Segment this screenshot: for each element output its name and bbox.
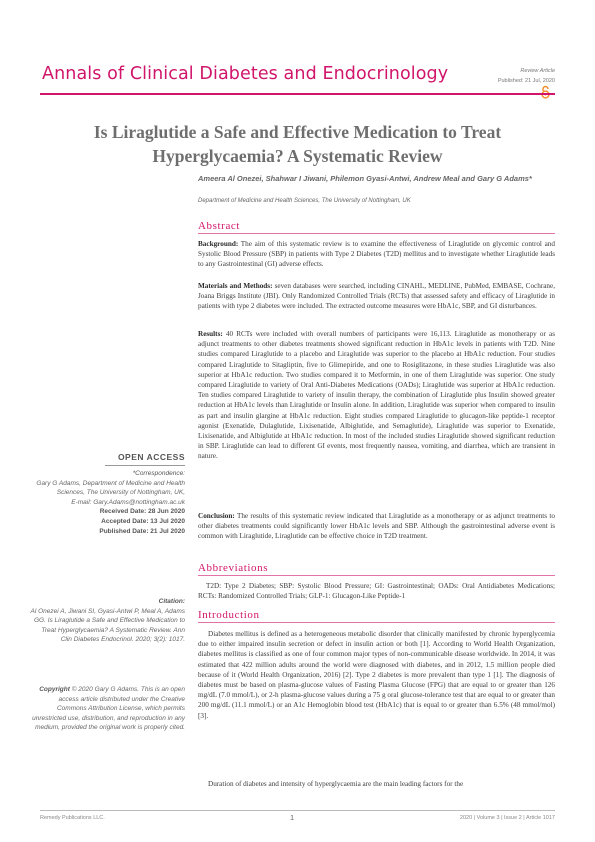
header-rule (40, 93, 555, 95)
article-title: Is Liraglutide a Safe and Effective Medication to Treat Hyperglycaemia? A Systematic Review (93, 122, 502, 166)
citation-text: Al Onezei A, Jiwani SI, Gyasi-Antwi P, Meal A, Adams GG. Is Liraglutide a Safe and Effective Medication to Treat Hyperglycaemia? A Systematic Review. Ann Clin Diabetes Endocrinol. 2020; 3(2): 1017. (30, 607, 185, 644)
journal-title: Annals of Clinical Diabetes and Endocrinology (42, 64, 449, 84)
footer-rule (40, 810, 555, 811)
footer-info: 2020 | Volume 3 | Issue 2 | Article 1017 (459, 815, 555, 821)
results-label: Results: (198, 330, 223, 338)
methods-label: Materials and Methods: (198, 282, 273, 290)
background-text: The aim of this systematic review is to examine the effectiveness of Liraglutide on glycemic control and Systolic Blood Pressure (SBP) in patients with Type 2 Diabetes (T2D) mellitus and to investigate whether Liraglutide leads to any Gastrointestinal (GI) adverse effects. (198, 240, 555, 269)
copyright-text (30, 685, 185, 733)
abstract-background (198, 239, 555, 270)
article-type: Review Article (520, 68, 555, 74)
correspondence-email[interactable]: E-mail: Gary.Adams@nottingham.ac.uk (71, 498, 185, 506)
conclusion-label: Conclusion: (198, 512, 235, 520)
abbreviations-rule (198, 575, 555, 576)
introduction-rule (198, 622, 555, 623)
introduction-paragraph-2: Duration of diabetes and intensity of hyperglycaemia are the main leading factors for the (208, 780, 464, 788)
background-label: Background: (198, 240, 239, 248)
published-date: Published: 21 Jul, 2020 (497, 78, 555, 84)
introduction-paragraph-1: Diabetes mellitus is defined as a heterogeneous metabolic disorder that clinically manifested by chronic hyperglycemia due to either impaired insulin secretion or defect in insulin action or both [1]. According to World Health Organization, diabetes mellitus is classified as one of four common major types of non-communicable disease worldwide. In 2014, it was estimated that 422 million adults around the world were diagnosed with diabetes, and in 2012, 1.5 million people died because of it (World Health Organization, 2016) [2]. Type 2 diabetes is more prevalent than type 1 [1]. The diagnosis of diabetes must be based on plasma-glucose values of Fasting Plasma Glucose (FPG) that are equal to or greater than 126 mg/dL (7.0 mmol/L), or 2-h plasma-glucose values during a 75 g oral glucose-tolerance test that are equal to or greater than 200 mg/dL (11.1 mmol/L) or an A1c Hemoglobin blood test (HbA1c) that is equal to or greater than 6.5% (48 mmol/mol) [3]. (198, 630, 555, 720)
sidebar-rule-1 (105, 465, 185, 466)
conclusion-text: The results of this systematic review indicated that Liraglutide as a monotherapy or as adjunct treatments to other diabetes treatments could significantly lower HbA1c levels and SBP. Although the gastrointestinal adverse event is common with Liraglutide, Liraglutide can be effective choice in T2D treatment. (198, 512, 555, 541)
abstract-conclusion (198, 511, 555, 542)
open-access-label: OPEN ACCESS (117, 452, 185, 462)
published-date-sidebar: Published Date: 21 Jul 2020 (99, 527, 185, 535)
sidebar (30, 453, 185, 463)
abstract-rule (198, 233, 555, 234)
introduction-heading: Introduction (198, 609, 260, 621)
correspondence-block (30, 469, 185, 536)
abstract-heading: Abstract (198, 220, 241, 232)
correspondence-label: *Correspondence: (132, 470, 185, 477)
abstract-results (198, 329, 555, 462)
abstract-methods (198, 281, 555, 312)
abbreviations-heading: Abbreviations (198, 562, 269, 574)
copyright-body: © 2020 Gary G Adams. This is an open access article distributed under the Creative Commons Attribution License, which permits unrestricted use, distribution, and reproduction in any medium, provided the original work is properly cited. (32, 686, 185, 732)
methods-text: seven databases were searched, including CINAHL, MEDLINE, PubMed, EMBASE, Cochrane, Joana Briggs Institute (JBI). Only Randomized Controlled Trials (RCTs) that assessed safety and efficacy of Liraglutide in patients with type 2 diabetes were included. The extracted outcome measures were HbA1c, SBP, and GI disturbances. (198, 282, 555, 311)
correspondence-text: Gary G Adams, Department of Medicine and Health Sciences, The University of Nottingham, UK, (36, 479, 185, 497)
accepted-date: Accepted Date: 13 Jul 2020 (101, 517, 185, 525)
citation-label: Citation: (158, 598, 185, 605)
citation-block (30, 597, 185, 645)
open-access-lock-icon (540, 85, 551, 99)
author-list: Ameera Al Onezei, Shahwar I Jiwani, Philemon Gyasi-Antwi, Andrew Meal and Gary G Adams* (198, 174, 532, 183)
copyright-block (30, 685, 185, 733)
abbreviations-text: T2D: Type 2 Diabetes; SBP: Systolic Blood Pressure; GI: Gastrointestinal; OADs: Oral Antidiabetes Medications; RCTs: Randomized Controlled Trials; GLP-1: Glucagon-Like Peptide-1 (198, 582, 555, 601)
affiliation: Department of Medicine and Health Sciences, The University of Nottingham, UK (198, 198, 411, 204)
copyright-label: Copyright (39, 686, 70, 693)
page-number: 1 (290, 813, 295, 822)
results-text: 40 RCTs were included with overall numbers of participants were 16,113. Liraglutide as monotherapy or as adjunct treatments to other diabetes treatments showed significant reduction in HbA1c levels in patients with T2D. Nine studies compared Liraglutide to a placebo and Liraglutide was superior to the placebo at HbA1c reduction. Four studies compared Liraglutide to Sitagliptin, five to Glimepiride, and one to Rosiglitazone, in these studies Liraglutide was also superior at HbA1c reduction. Two studies compared it to Metformin, in one of them Liraglutide was superior. One study compared Liraglutide to variety of Oral Anti-Diabetes Medications (OADs); Liraglutide was superior at HbA1c reduction. Ten studies compared Liraglutide to variety of insulin therapy, the combination of Liraglutide plus Insulin showed greater reduction at HbA1c levels than Liraglutide or Insulin alone. In addition, Liraglutide was superior when compared to insulin as part and insulin glargine at HbA1c reduction. Eight studies compared Liraglutide to glucagon-like peptide-1 receptor agonist (Exenatide, Dulaglutide, Lixisenatide, Albiglutide, and Semaglutide), Liraglutide was superior to Exenatide, Lixisenatide, and Albiglutide at HbA1c reduction. In most of the included studies Liraglutide showed significant reduction in SBP. Liraglutide can lead to different GI events, most frequently nausea, vomiting, and diarrhea, which are transient in nature. (198, 330, 555, 461)
footer-publisher: Remedy Publications LLC. (40, 815, 105, 821)
received-date: Received Date: 28 Jun 2020 (99, 508, 185, 516)
